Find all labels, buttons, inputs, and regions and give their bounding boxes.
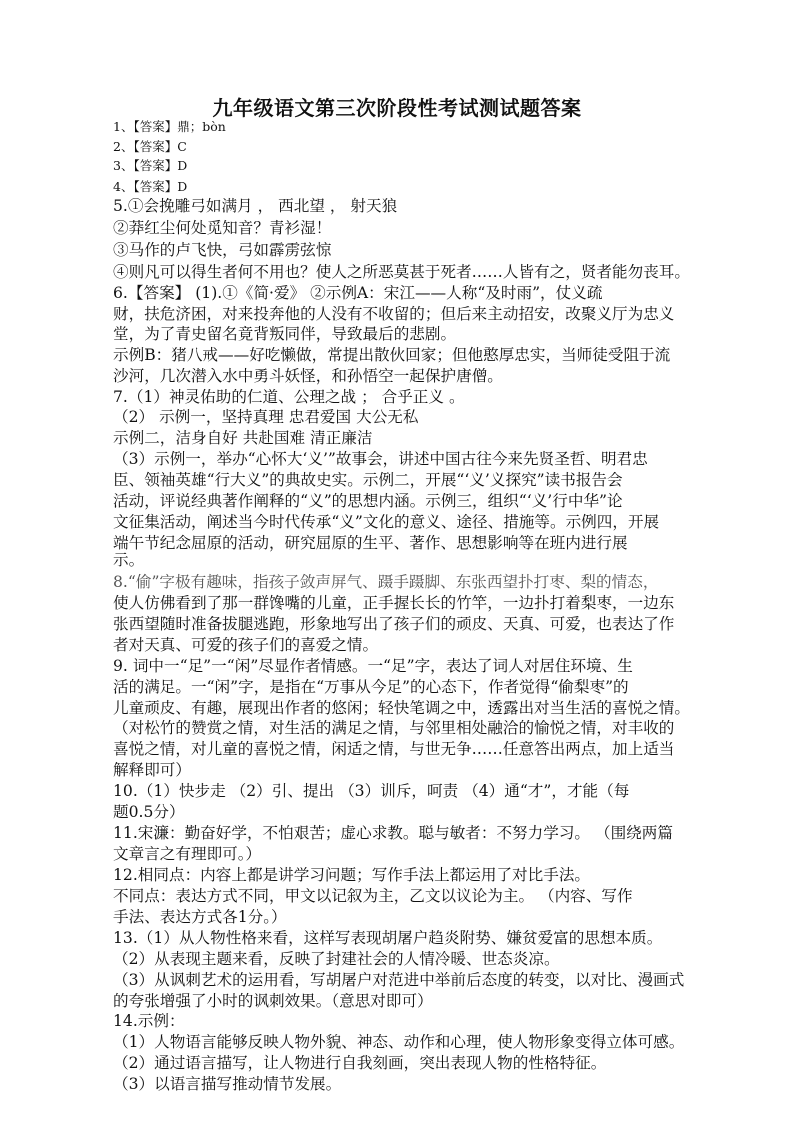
answer-line: （3）示例一，举办“心怀大‘义’”故事会，讲述中国古往今来先贤圣哲、明君忠 — [113, 450, 648, 468]
answer-line: 14.示例： — [113, 1012, 185, 1030]
answer-line: 3、【答案】D — [113, 158, 188, 173]
answer-line: 沙河，几次潜入水中勇斗妖怪，和孙悟空一起保护唐僧。 — [113, 367, 503, 385]
answer-line: ④则凡可以得生者何不用也？使人之所恶莫甚于死者……人皆有之，贤者能勿丧耳。 — [113, 263, 690, 281]
answer-line: 13.（1）从人物性格来看，这样写表现胡屠户趋炎附势、嫌贫爱富的思想本质。 — [113, 929, 663, 947]
answer-line: （2）从表现主题来看，反映了封建社会的人情冷暖、世态炎凉。 — [113, 950, 560, 968]
answer-line: 活的满足。一“闲”字，是指在“万事从今足”的心态下，作者觉得“偷梨枣”的 — [113, 678, 629, 696]
answer-line: 示例二，洁身自好 共赴国难 清正廉洁 — [113, 429, 373, 447]
answer-line: 文章言之有理即可。） — [113, 845, 262, 863]
answer-line: 张西望随时准备拔腿逃跑，形象地写出了孩子们的顽皮、天真、可爱，也表达了作 — [113, 615, 675, 633]
answer-line: 7.（1）神灵佑助的仁道、公理之战 ； 合乎正义 。 — [113, 388, 465, 406]
answer-line: 臣、领袖英雄“行大义”的典故史实。示例二，开展“‘义’义探究”读书报告会 — [113, 471, 623, 489]
answer-line: ③马作的卢飞快，弓如霹雳弦惊 — [113, 241, 332, 259]
answer-line: （3）从讽刺艺术的运用看，写胡屠户对范进中举前后态度的转变，以对比、漫画式 — [113, 971, 685, 989]
answer-line: 2、【答案】C — [113, 139, 187, 154]
answer-line: 不同点：表达方式不同，甲文以记叙为主，乙文以议论为主。 （内容、写作 — [113, 887, 633, 905]
answer-line: 文征集活动，阐述当今时代传承“义”文化的意义、途径、措施等。示例四，开展 — [113, 513, 660, 531]
answer-line: （3）以语言描写推动情节发展。 — [113, 1075, 342, 1093]
answer-line: 财，扶危济困，对来投奔他的人没有不收留的；但后来主动招安，改聚义厅为忠义 — [113, 305, 675, 323]
page-title: 九年级语文第三次阶段性考试测试题答案 — [212, 96, 582, 120]
answer-line: 手法、表达方式各1分。） — [113, 908, 287, 926]
answer-line: 喜悦之情，对儿童的喜悦之情，闲适之情，与世无争……任意答出两点，加上适当 — [113, 740, 675, 758]
answer-line: 题0.5分） — [113, 803, 185, 821]
answer-line: 12.相同点：内容上都是讲学习问题；写作手法上都运用了对比手法。 — [113, 866, 591, 884]
answer-line: 8.“偷”字极有趣味，指孩子敛声屏气、蹑手蹑脚、东张西望扑打枣、梨的情态， — [113, 573, 659, 591]
answer-line: 4、【答案】D — [113, 179, 188, 194]
answer-line: 堂，为了青史留名竟背叛同伴，导致最后的悲剧。 — [113, 325, 457, 343]
answer-line: 者对天真、可爱的孩子们的喜爱之情。 — [113, 636, 379, 654]
answer-line: ②莽红尘何处觅知音？青衫湿！ — [113, 219, 332, 237]
answer-line: 的夸张增强了小时的讽刺效果。（意思对即可） — [113, 992, 433, 1010]
answer-line: 儿童顽皮、有趣，展现出作者的悠闲；轻快笔调之中，透露出对当生活的喜悦之情。 — [113, 699, 690, 717]
answer-line: 5.①会挽雕弓如满月 ， 西北望 ， 射天狼 — [113, 197, 398, 215]
answer-line: （1）人物语言能够反映人物外貌、神态、动作和心理，使人物形象变得立体可感。 — [113, 1033, 685, 1051]
answer-line: 活动，评说经典著作阐释的“义”的思想内涵。示例三，组织“‘义’行中华”论 — [113, 492, 623, 510]
answer-line: 使人仿佛看到了那一群馋嘴的儿童，正手握长长的竹竿，一边扑打着梨枣，一边东 — [113, 594, 675, 612]
answer-line: 示例B：猪八戒——好吃懒做，常提出散伙回家；但他憨厚忠实，当师徒受阻于流 — [113, 346, 671, 364]
answer-line: 11.宋濂：勤奋好学，不怕艰苦；虚心求教。聪与敏者：不努力学习。 （围绕两篇 — [113, 824, 673, 842]
answer-line: 10.（1）快步走 （2）引、提出 （3）训斥，呵责 （4）通“才”，才能（每 — [113, 782, 630, 800]
answer-line: （2） 示例一，坚持真理 忠君爱国 大公无私 — [113, 408, 419, 426]
answer-line: 解释即可） — [113, 761, 191, 779]
answer-line: （2）通过语言描写，让人物进行自我刻画，突出表现人物的性格特征。 — [113, 1054, 607, 1072]
answer-line: 6.【答案】 (1).①《简·爱》 ②示例A：宋江——人称“及时雨”，仗义疏 — [113, 284, 603, 302]
answer-line: 示。 — [113, 551, 145, 569]
answer-line: 1、【答案】鼎；bòn — [113, 119, 226, 134]
answer-line: 9. 词中一“足”一“闲”尽显作者情感。一“足”字，表达了词人对居住环境、生 — [113, 657, 633, 675]
answer-line: 端午节纪念屈原的活动，研究屈原的生平、著作、思想影响等在班内进行展 — [113, 534, 628, 552]
answer-line: （对松竹的赞赏之情，对生活的满足之情，与邻里相处融洽的愉悦之情，对丰收的 — [113, 719, 675, 737]
